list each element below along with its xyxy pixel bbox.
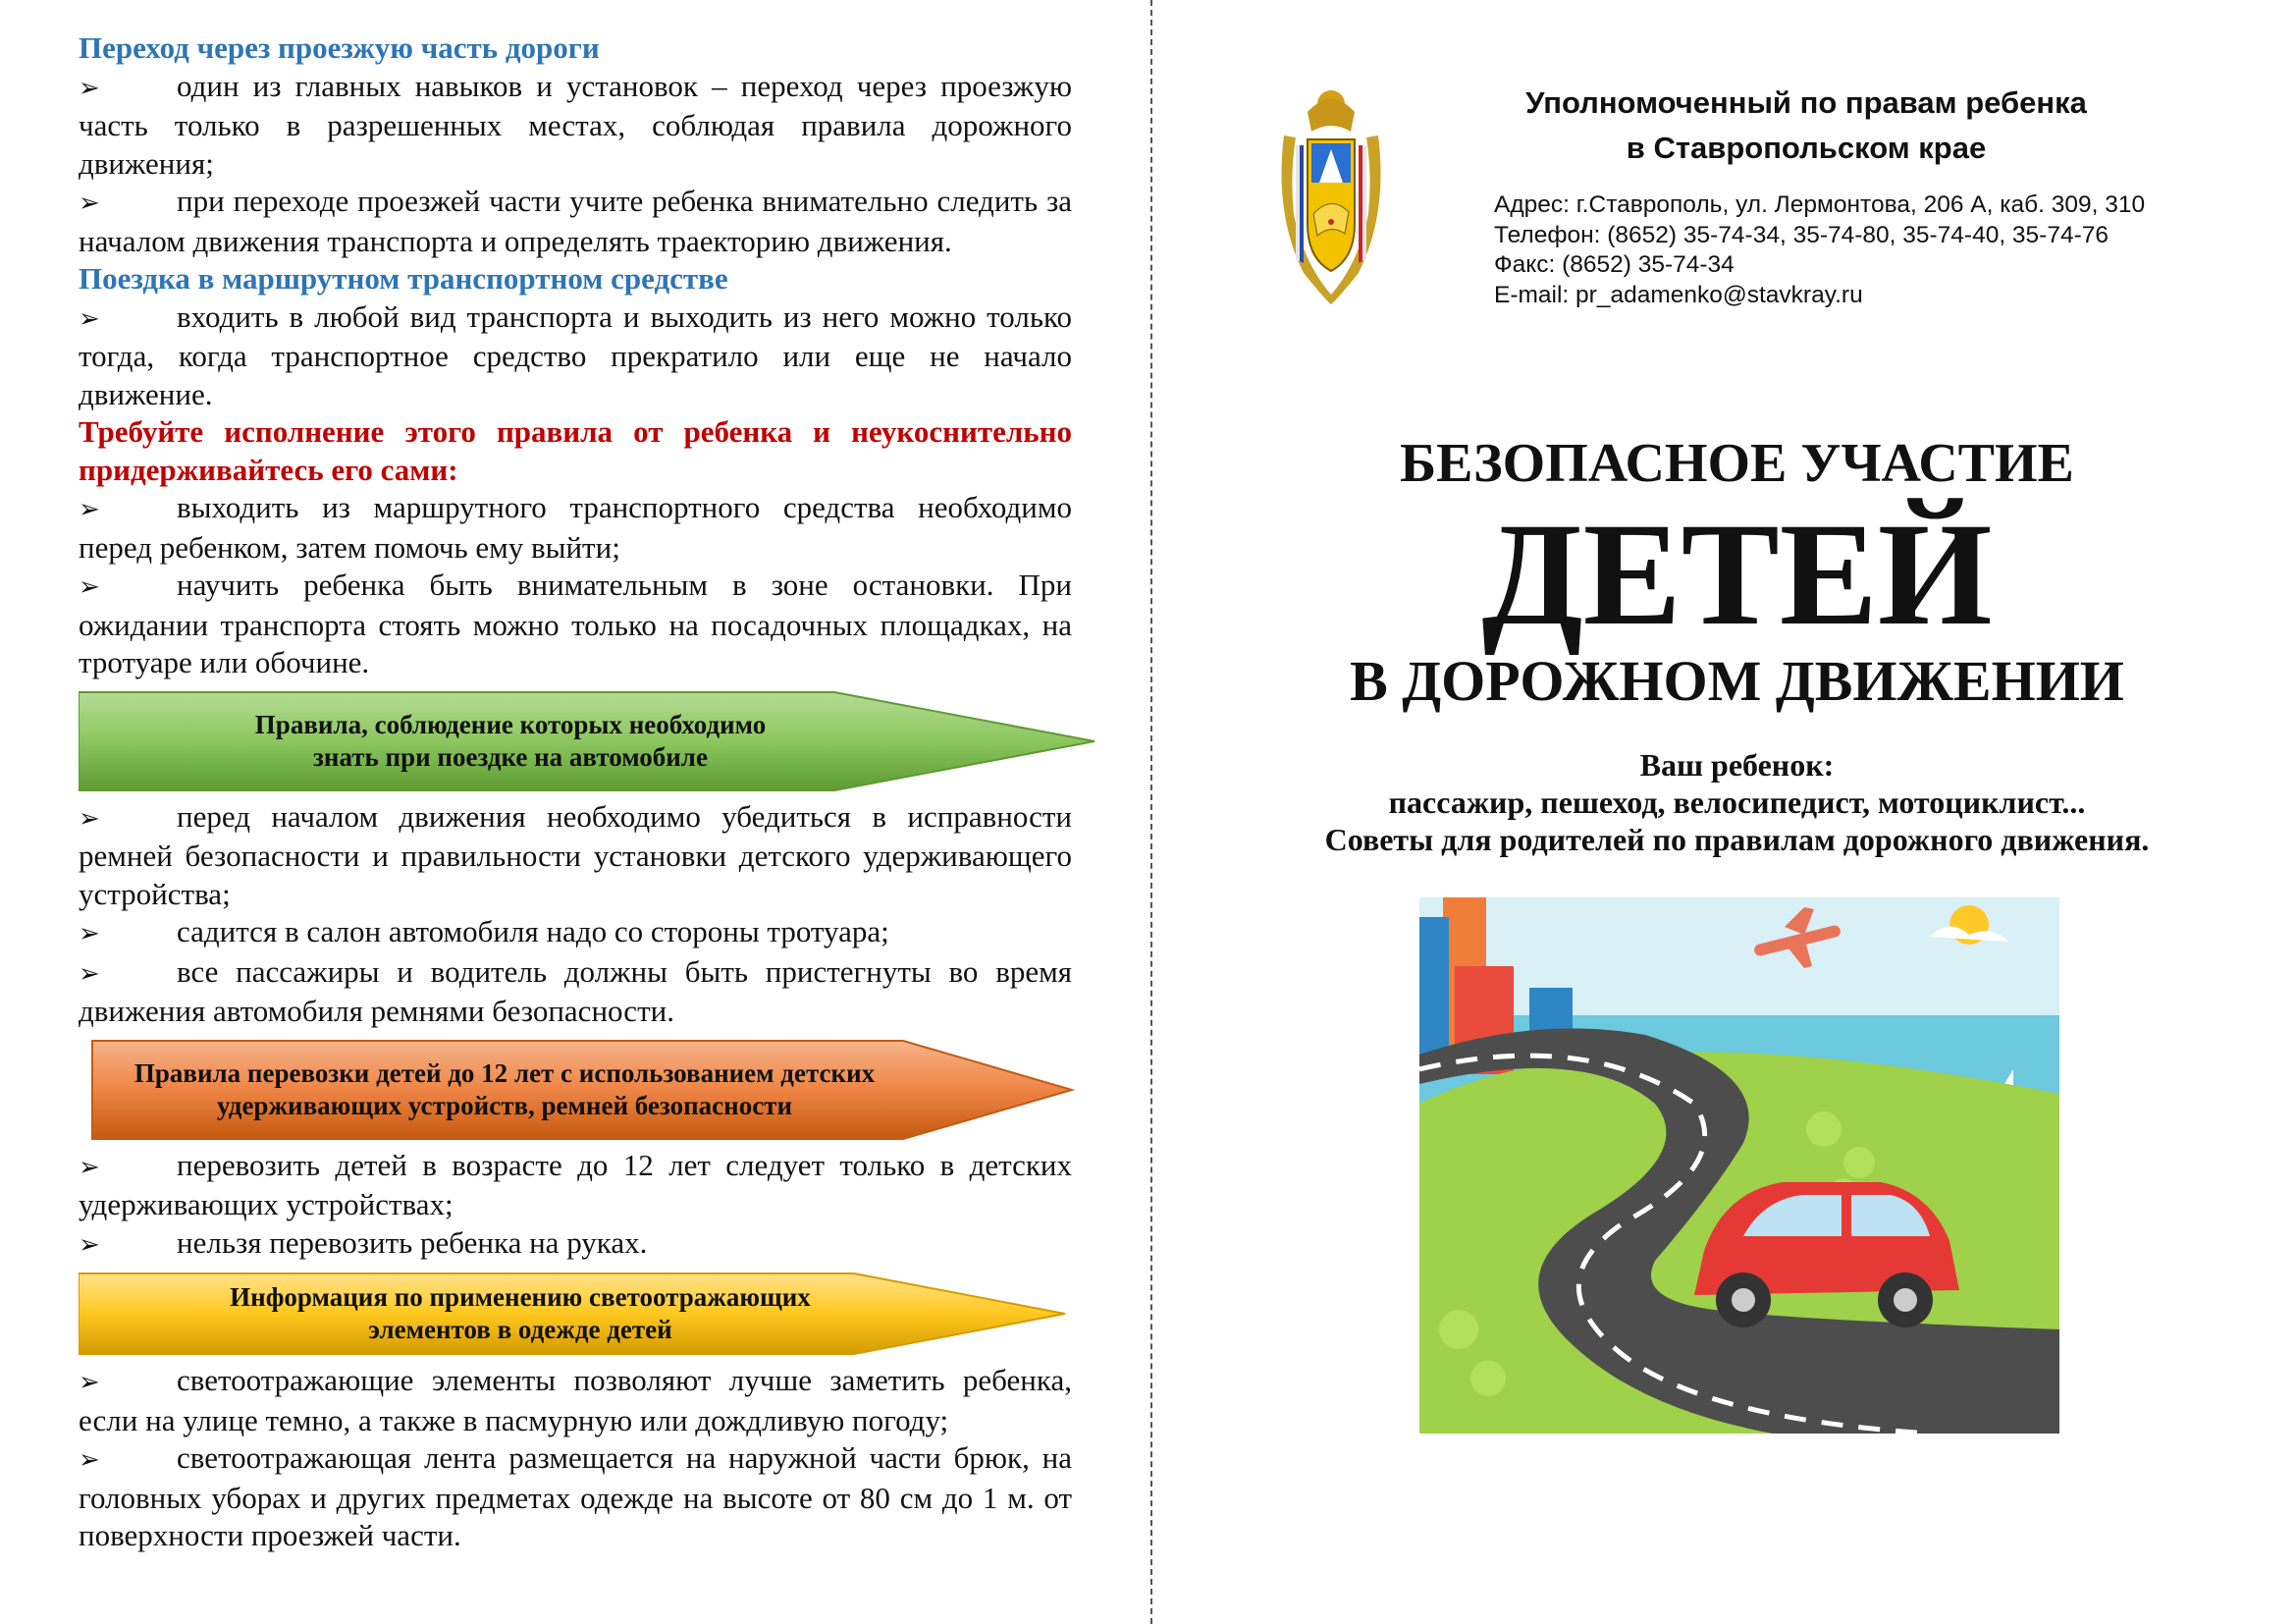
banner-text: Правила, соблюдение которых необходимо знать при поездке на автомобиле xyxy=(254,709,767,772)
bullet-arrow-icon: ➢ xyxy=(79,303,100,334)
title-line-3: В ДОРОЖНОМ ДВИЖЕНИИ xyxy=(1350,649,2124,713)
address-text: Адрес: г.Ставрополь, ул. Лермонтова, 206 А, каб. 309, 310 xyxy=(1494,191,2146,218)
bullet-arrow-icon: ➢ xyxy=(79,1368,100,1397)
title-line-2: ДЕТЕЙ xyxy=(1481,493,1993,656)
road-car-illustration xyxy=(1419,897,2059,1434)
email-text: E-mail: pr_adamenko@stavkray.ru xyxy=(1494,281,1863,308)
list-item: ➢ все пассажиры и водитель должны быть пристегнуты во время движения автомобиля ремнями безопасности. xyxy=(79,953,1072,1028)
list-item: ➢ один из главных навыков и установок – переход через проезжую часть только в разрешенных местах, соблюдая правила дорожного движения; xyxy=(79,68,1072,181)
banner-text: Правила перевозки детей до 12 лет с использованием детских удерживающих устройств, ремней безопасности xyxy=(133,1057,876,1120)
banner-arrow-reflective-info xyxy=(79,1272,1072,1356)
bullet-arrow-icon: ➢ xyxy=(79,958,100,989)
fax-text: Факс: (8652) 35-74-34 xyxy=(1494,251,1735,278)
subtitle-block: Ваш ребенок: пассажир, пешеход, велосипедист, мотоциклист... Советы для родителей по правилам дорожного движения. xyxy=(1324,747,2150,857)
list-item: ➢ при переходе проезжей части учите ребенка внимательно следить за началом движения транспорта и определять траекторию движения. xyxy=(79,184,1072,258)
bullet-arrow-icon: ➢ xyxy=(79,189,100,218)
banner-text: Информация по применению светоотражающих элементов в одежде детей xyxy=(230,1282,811,1344)
title-line-1: БЕЗОПАСНОЕ УЧАСТИЕ xyxy=(1400,433,2074,494)
left-column xyxy=(79,29,1072,1555)
list-item: ➢ перевозить детей в возрасте до 12 лет следует только в детских удерживающих устройствах; xyxy=(79,1147,1072,1221)
bullet-arrow-icon: ➢ xyxy=(79,1445,100,1475)
section-title-crossing: Переход через проезжую часть дороги xyxy=(79,30,600,65)
list-item: ➢ входить в любой вид транспорта и выходить из него можно только тогда, когда транспортное средство прекратило или еще не начало движение. xyxy=(79,298,1072,411)
bullet-arrow-icon: ➢ xyxy=(79,803,100,834)
list-item: ➢ научить ребенка быть внимательным в зоне остановки. При ожидании транспорта стоять можно только на посадочных площадках, на тротуаре или обочине. xyxy=(79,568,1072,679)
list-item: ➢ перед началом движения необходимо убедиться в исправности ремней безопасности и правильности установки детского удерживающего устройства; xyxy=(79,798,1072,911)
list-item: ➢ нельзя перевозить ребенка на руках. xyxy=(79,1224,1072,1265)
bullet-arrow-icon: ➢ xyxy=(79,73,100,103)
list-item: ➢ выходить из маршрутного транспортного средства необходимо перед ребенком, затем помочь ему выйти; xyxy=(79,490,1072,565)
fold-divider xyxy=(1150,0,1152,1624)
warning-text: Требуйте исполнение этого правила от ребенка и неукоснительно придерживайтесь его сами: xyxy=(79,414,1072,487)
list-item: ➢ светоотражающая лента размещается на наружной части брюк, на головных уборах и других предметах одежде на высоте от 80 см до 1 м. от поверхности проезжей части. xyxy=(79,1440,1072,1552)
coat-of-arms-icon xyxy=(1274,77,1388,312)
contact-block xyxy=(1494,190,2145,310)
bullet-arrow-icon: ➢ xyxy=(79,919,100,948)
list-item: ➢ светоотражающие элементы позволяют лучше заметить ребенка, если на улице темно, а также в пасмурную или дождливую погоду; xyxy=(79,1363,1072,1437)
bullet-arrow-icon: ➢ xyxy=(79,1152,100,1182)
bullet-arrow-icon: ➢ xyxy=(79,572,100,602)
banner-arrow-child-seat-rules xyxy=(79,1039,1072,1141)
bullet-arrow-icon: ➢ xyxy=(79,495,100,524)
section-title-public-transport: Поездка в маршрутном транспортном средстве xyxy=(79,261,728,296)
banner-arrow-car-rules xyxy=(79,690,1072,792)
phone-text: Телефон: (8652) 35-74-34, 35-74-80, 35-74-40, 35-74-76 xyxy=(1494,221,2109,248)
list-item: ➢ садится в салон автомобиля надо со стороны тротуара; xyxy=(79,913,1072,953)
org-heading: Уполномоченный по правам ребенка в Ставропольском крае xyxy=(1525,85,2087,165)
bullet-arrow-icon: ➢ xyxy=(79,1229,100,1260)
